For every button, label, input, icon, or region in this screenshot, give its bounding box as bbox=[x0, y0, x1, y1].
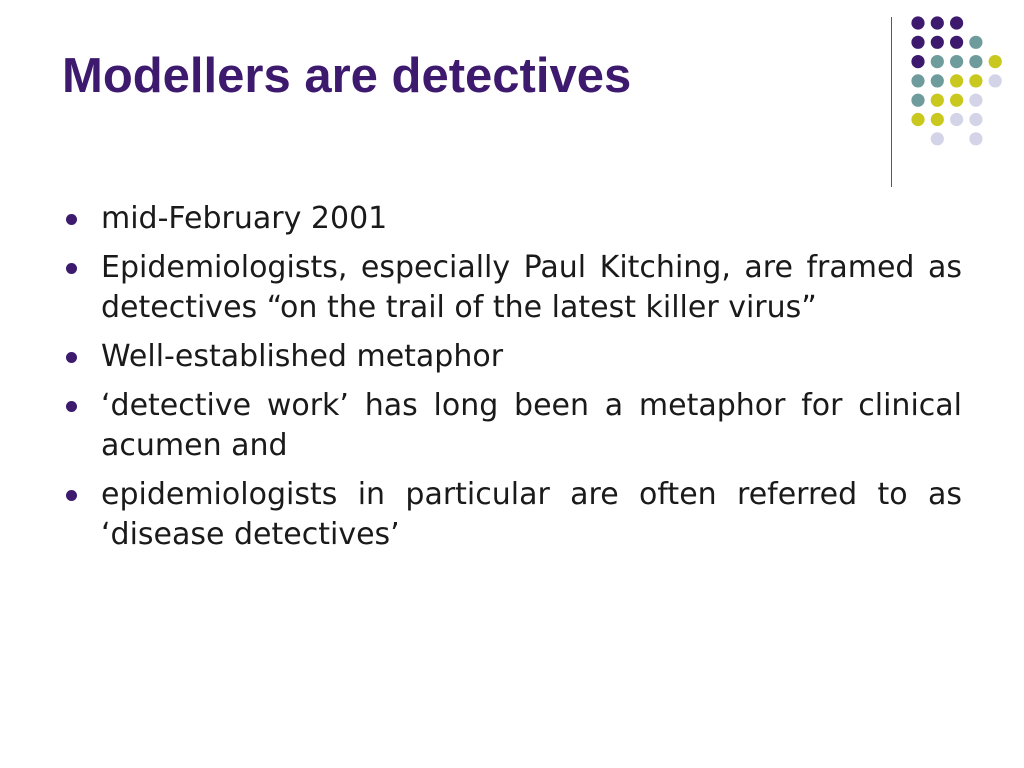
decorative-dot bbox=[931, 16, 944, 29]
decorative-dot bbox=[911, 55, 924, 68]
decorative-dot bbox=[911, 16, 924, 29]
decorative-dot bbox=[931, 74, 944, 87]
decorative-dot bbox=[931, 55, 944, 68]
slide-title: Modellers are detectives bbox=[62, 49, 632, 103]
bullet-dot-icon bbox=[66, 352, 77, 363]
decorative-dot bbox=[950, 55, 963, 68]
bullet-dot-icon bbox=[66, 490, 77, 501]
title-divider bbox=[891, 17, 892, 187]
bullet-text: mid-February 2001 bbox=[101, 201, 388, 236]
bullet-item-epidemiologists-framed bbox=[66, 248, 962, 328]
decorative-dot bbox=[969, 36, 982, 49]
decorative-dot bbox=[911, 74, 924, 87]
bullet-item-metaphor bbox=[66, 337, 962, 377]
decorative-dot bbox=[911, 94, 924, 107]
decorative-dot bbox=[950, 36, 963, 49]
bullet-text: Epidemiologists, especially Paul Kitching, are framed as detectives “on the trail of the latest killer virus” bbox=[101, 250, 962, 325]
decorative-dot bbox=[950, 94, 963, 107]
decorative-dot bbox=[969, 94, 982, 107]
decorative-dot bbox=[969, 55, 982, 68]
bullet-dot-icon bbox=[66, 401, 77, 412]
decorative-dot bbox=[969, 132, 982, 145]
decorative-dot bbox=[931, 113, 944, 126]
decorative-dot bbox=[989, 74, 1002, 87]
bullet-dot-icon bbox=[66, 263, 77, 274]
decorative-dot bbox=[911, 36, 924, 49]
bullet-dot-icon bbox=[66, 214, 77, 225]
decorative-dot bbox=[989, 55, 1002, 68]
decorative-dot bbox=[950, 113, 963, 126]
bullet-item-disease-detectives bbox=[66, 475, 962, 555]
decorative-dot bbox=[950, 16, 963, 29]
bullet-item-detective-work bbox=[66, 386, 962, 466]
bullet-text: Well-established metaphor bbox=[101, 339, 504, 374]
decorative-dot bbox=[931, 94, 944, 107]
decorative-dot bbox=[931, 132, 944, 145]
bullet-item-mid-february bbox=[66, 199, 962, 239]
decorative-dot bbox=[969, 74, 982, 87]
decorative-dot bbox=[931, 36, 944, 49]
bullet-text: ‘detective work’ has long been a metaphor for clinical acumen and bbox=[101, 388, 962, 463]
bullet-text: epidemiologists in particular are often referred to as ‘disease detectives’ bbox=[101, 477, 962, 552]
decorative-dot bbox=[950, 74, 963, 87]
decorative-dot bbox=[911, 113, 924, 126]
bullet-list bbox=[66, 199, 962, 564]
decorative-dot bbox=[969, 113, 982, 126]
